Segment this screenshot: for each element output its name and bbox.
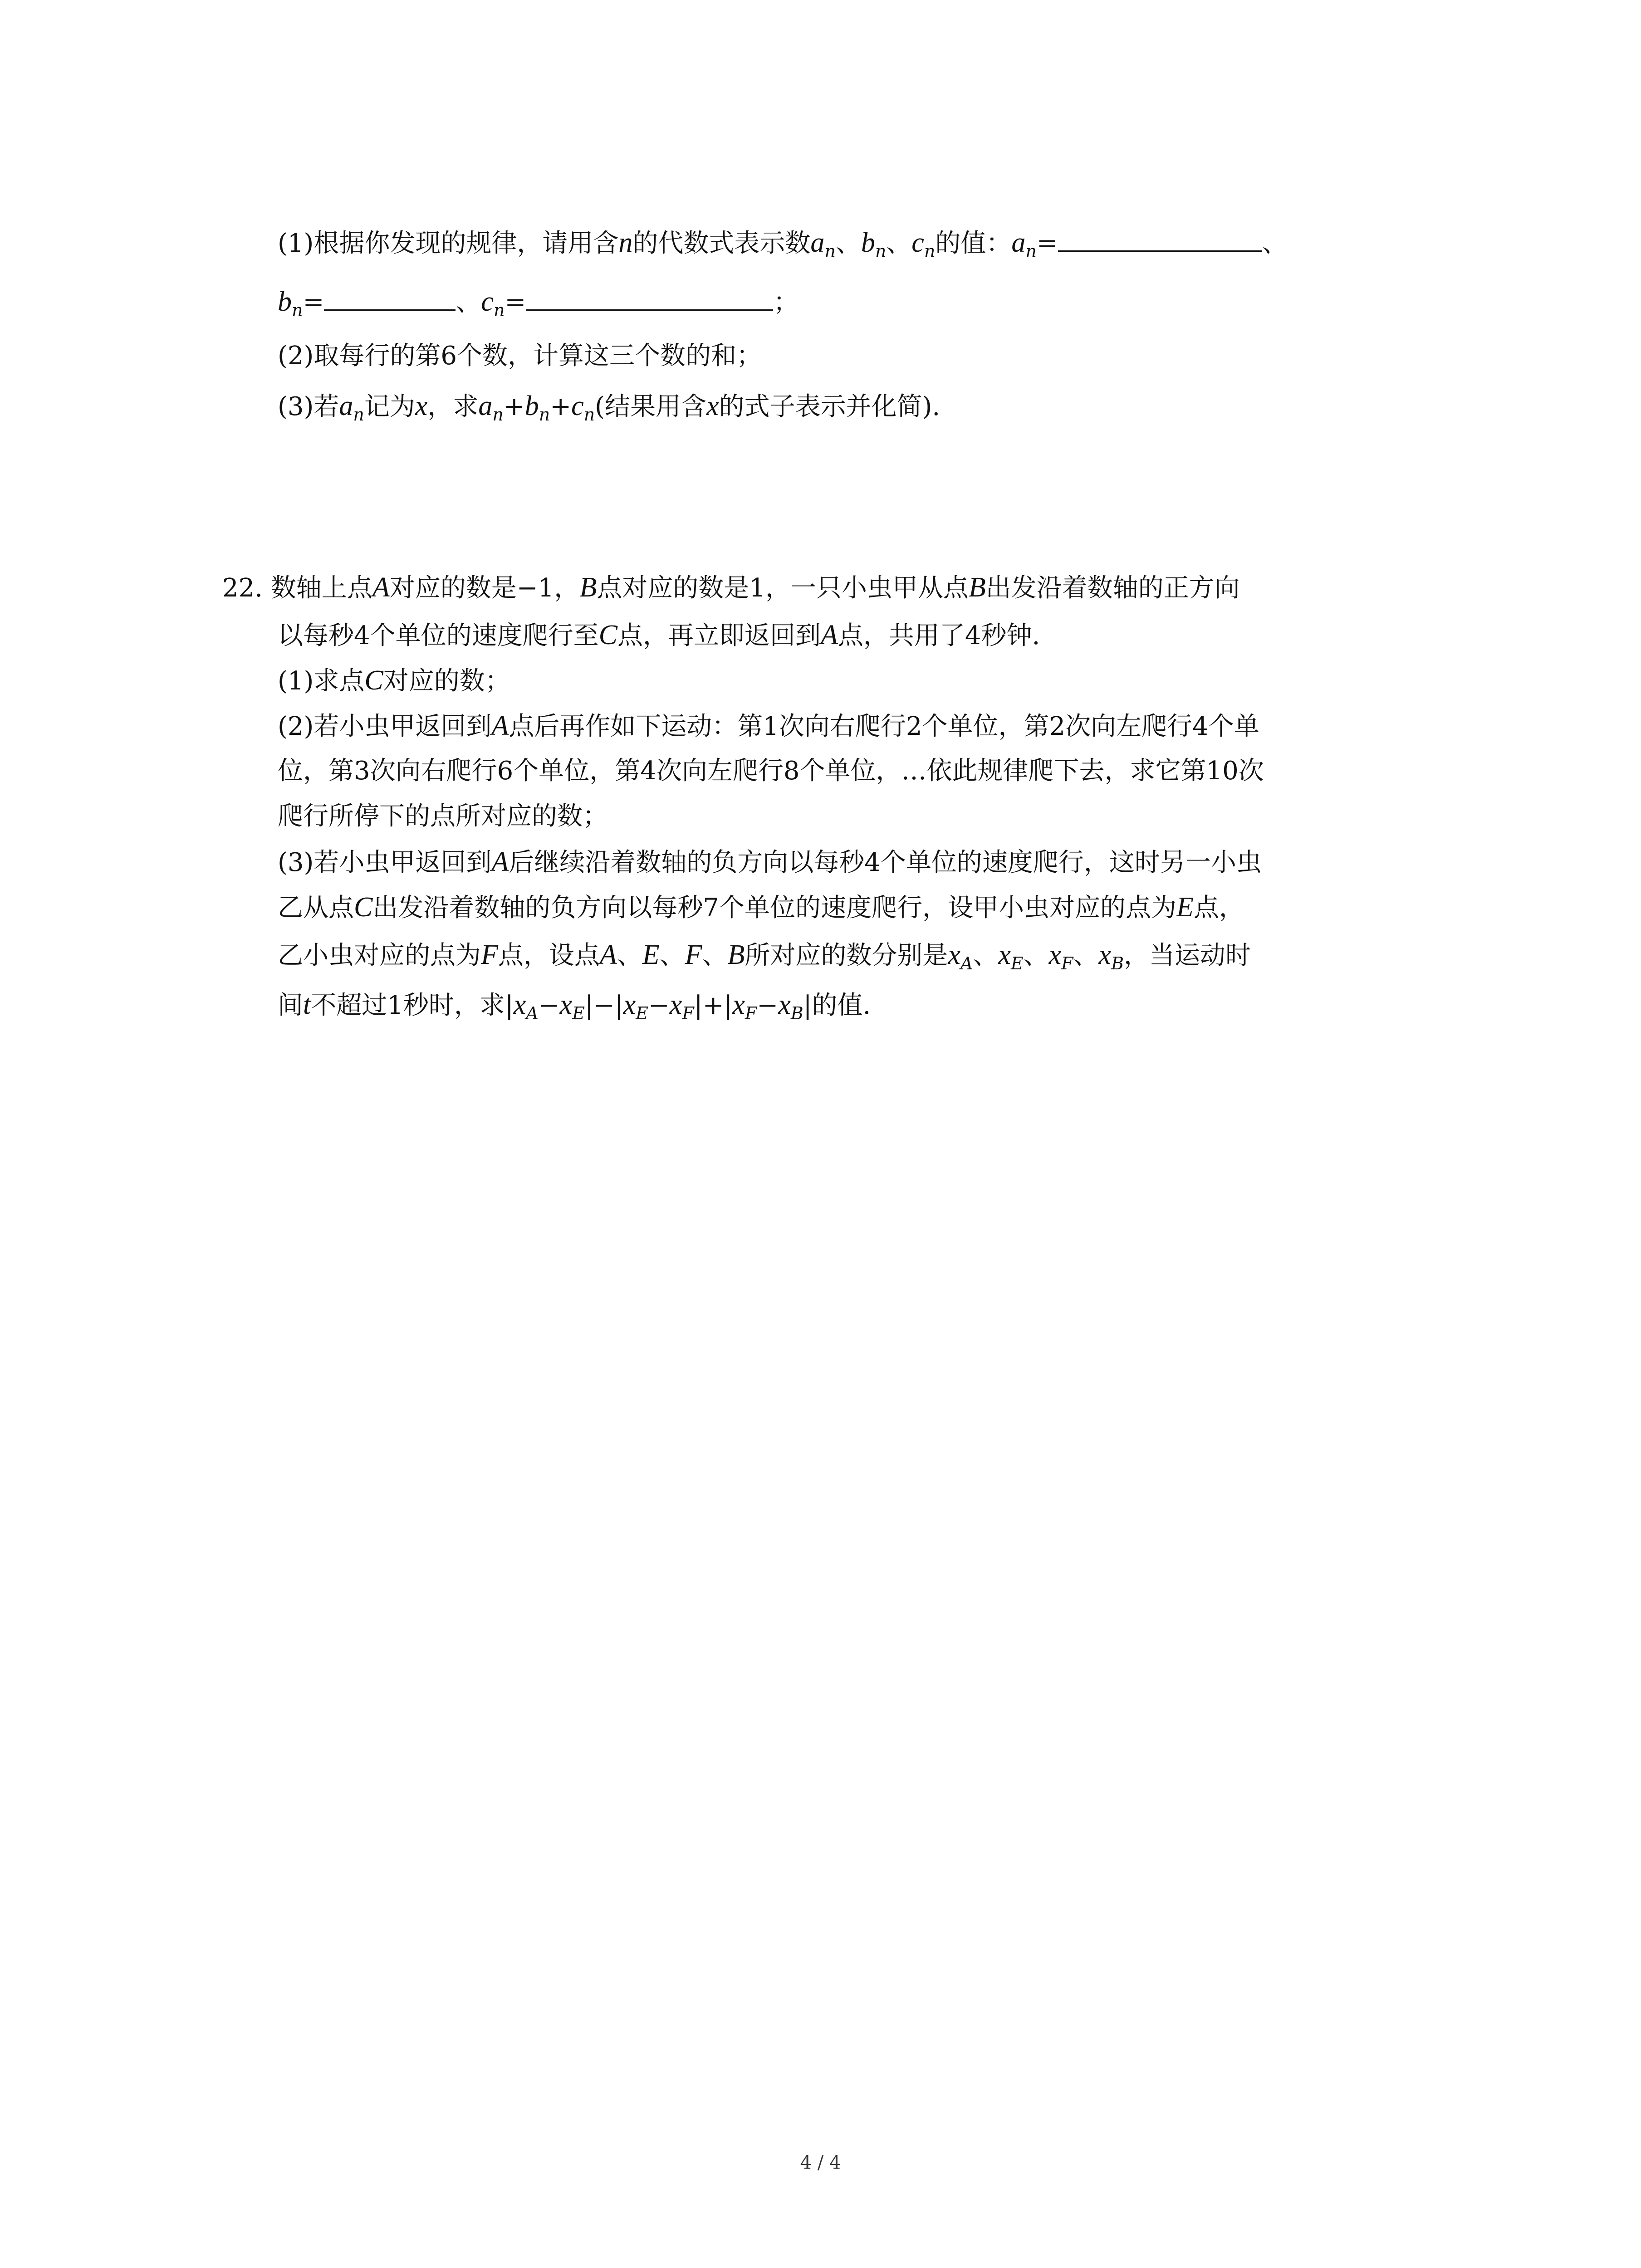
- answer-blank-an[interactable]: [1058, 246, 1262, 252]
- answer-blank-cn[interactable]: [526, 305, 773, 311]
- q22-part2-line1: (2)若小虫甲返回到A点后再作如下运动：第1次向右爬行2个单位，第2次向左爬行4个单: [278, 710, 1259, 741]
- q22-part1: (1)求点C对应的数；: [278, 665, 510, 696]
- q22-line1: 22. 数轴上点A对应的数是−1，B点对应的数是1，一只小虫甲从点B出发沿着数轴的正方向: [222, 572, 1240, 603]
- q22-part3-line3: 乙小虫对应的点为F点，设点A、E、F、B所对应的数分别是$x_A$、$x_E$、$x_F$、$x_B$，当运动时: [278, 939, 1251, 973]
- q21-part2: (2)取每行的第6个数，计算这三个数的和；: [278, 341, 762, 371]
- q22-part2-line2: 位，第3次向右爬行6个单位，第4次向左爬行8个单位，…依此规律爬下去，求它第10次: [278, 756, 1264, 786]
- q21-part3: (3)若$a_n$记为x，求$a_n+b_n+c_n$(结果用含x的式子表示并化简).: [278, 391, 941, 425]
- q22-part3-line4: 间t不超过1秒时，求$|x_A-x_E|-|x_E-x_F|+|x_F-x_B|$的值.: [278, 989, 871, 1023]
- q22-part3-line2: 乙从点C出发沿着数轴的负方向以每秒7个单位的速度爬行，设甲小虫对应的点为E点，: [278, 892, 1244, 923]
- q22-part2-line3: 爬行所停下的点所对应的数；: [278, 802, 608, 831]
- q21-part1-line2: $b_n=$ 、$c_n=$ ；: [278, 286, 799, 320]
- page-number: 4 / 4: [800, 2152, 841, 2173]
- answer-blank-bn[interactable]: [324, 305, 456, 311]
- q22-line2: 以每秒4个单位的速度爬行至C点，再立即返回到A点，共用了4秒钟.: [278, 620, 1040, 650]
- q22-part3-line1: (3)若小虫甲返回到A后继续沿着数轴的负方向以每秒4个单位的速度爬行，这时另一小虫: [278, 846, 1262, 877]
- q21-part1-line1: (1)根据你发现的规律，请用含n的代数式表示数$a_n$、$b_n$、$c_n$的值：$a_n=$ 、: [278, 227, 1288, 261]
- question-number: 22.: [222, 573, 263, 603]
